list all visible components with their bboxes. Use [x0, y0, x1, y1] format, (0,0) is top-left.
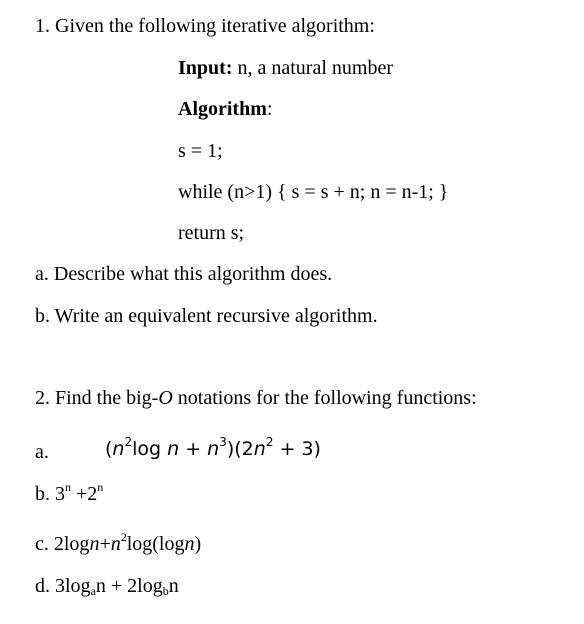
formula-c-n3: n	[184, 533, 195, 555]
formula-a-mid: )(2	[226, 438, 254, 460]
formula-c-prefix: c. 2log	[35, 533, 90, 555]
question-1-part-a: a. Describe what this algorithm does.	[35, 263, 333, 285]
formula-b-exp1: n	[65, 480, 71, 494]
part-a-label: a.	[35, 441, 49, 463]
formula-c-n2: n	[110, 533, 121, 555]
formula-a-log: log	[132, 438, 168, 460]
code-line-1: s = 1;	[178, 140, 223, 162]
part-a-formula	[105, 435, 321, 460]
algorithm-colon: :	[266, 98, 273, 120]
algorithm-line	[178, 99, 272, 119]
algorithm-label: Algorithm	[178, 98, 267, 120]
formula-b-exp2: n	[97, 480, 104, 494]
formula-d-mid: n + 2log	[95, 575, 163, 597]
part-b-formula	[35, 480, 104, 505]
question-1-heading: 1. Given the following iterative algorithm:	[35, 15, 375, 37]
formula-c-exp: 2	[120, 530, 127, 544]
formula-a-n1: n	[112, 438, 125, 460]
formula-a-n2: n	[167, 438, 180, 460]
formula-d-base-b: b	[162, 584, 169, 598]
formula-a-open: (	[105, 438, 113, 460]
formula-c-close: )	[194, 533, 202, 555]
formula-a-plus: +	[179, 438, 208, 460]
question-2-heading-rest: notations for the following functions:	[172, 387, 477, 409]
big-o-letter: O	[158, 387, 173, 409]
code-line-2: while (n>1) { s = s + n; n = n-1; }	[178, 181, 449, 203]
formula-d-base-a: a	[90, 584, 96, 598]
formula-d-prefix: d. 3log	[35, 575, 91, 597]
formula-c-n1: n	[89, 533, 100, 555]
formula-b-plus: +2	[71, 483, 98, 505]
formula-b-prefix: b. 3	[35, 483, 65, 505]
part-d-formula	[35, 576, 179, 596]
part-c-formula	[35, 530, 202, 555]
code-line-3: return s;	[178, 222, 245, 244]
formula-d-end: n	[168, 575, 179, 597]
formula-c-log: log(log	[126, 533, 185, 555]
question-2-heading-start: 2. Find the big-	[35, 387, 159, 409]
formula-a-exp1: 2	[124, 435, 133, 449]
formula-a-tail: + 3)	[273, 438, 321, 460]
formula-c-plus: +	[99, 533, 111, 555]
question-1-part-b: b. Write an equivalent recursive algorithm.	[35, 305, 378, 327]
input-text: n, a natural number	[232, 57, 393, 79]
formula-a-n3: n	[207, 438, 220, 460]
formula-a-n4: n	[253, 438, 266, 460]
input-label: Input:	[178, 57, 233, 79]
formula-a-exp2: 3	[219, 435, 227, 449]
question-2-heading	[35, 388, 477, 408]
formula-a-exp3: 2	[265, 435, 274, 449]
input-line	[178, 58, 393, 78]
